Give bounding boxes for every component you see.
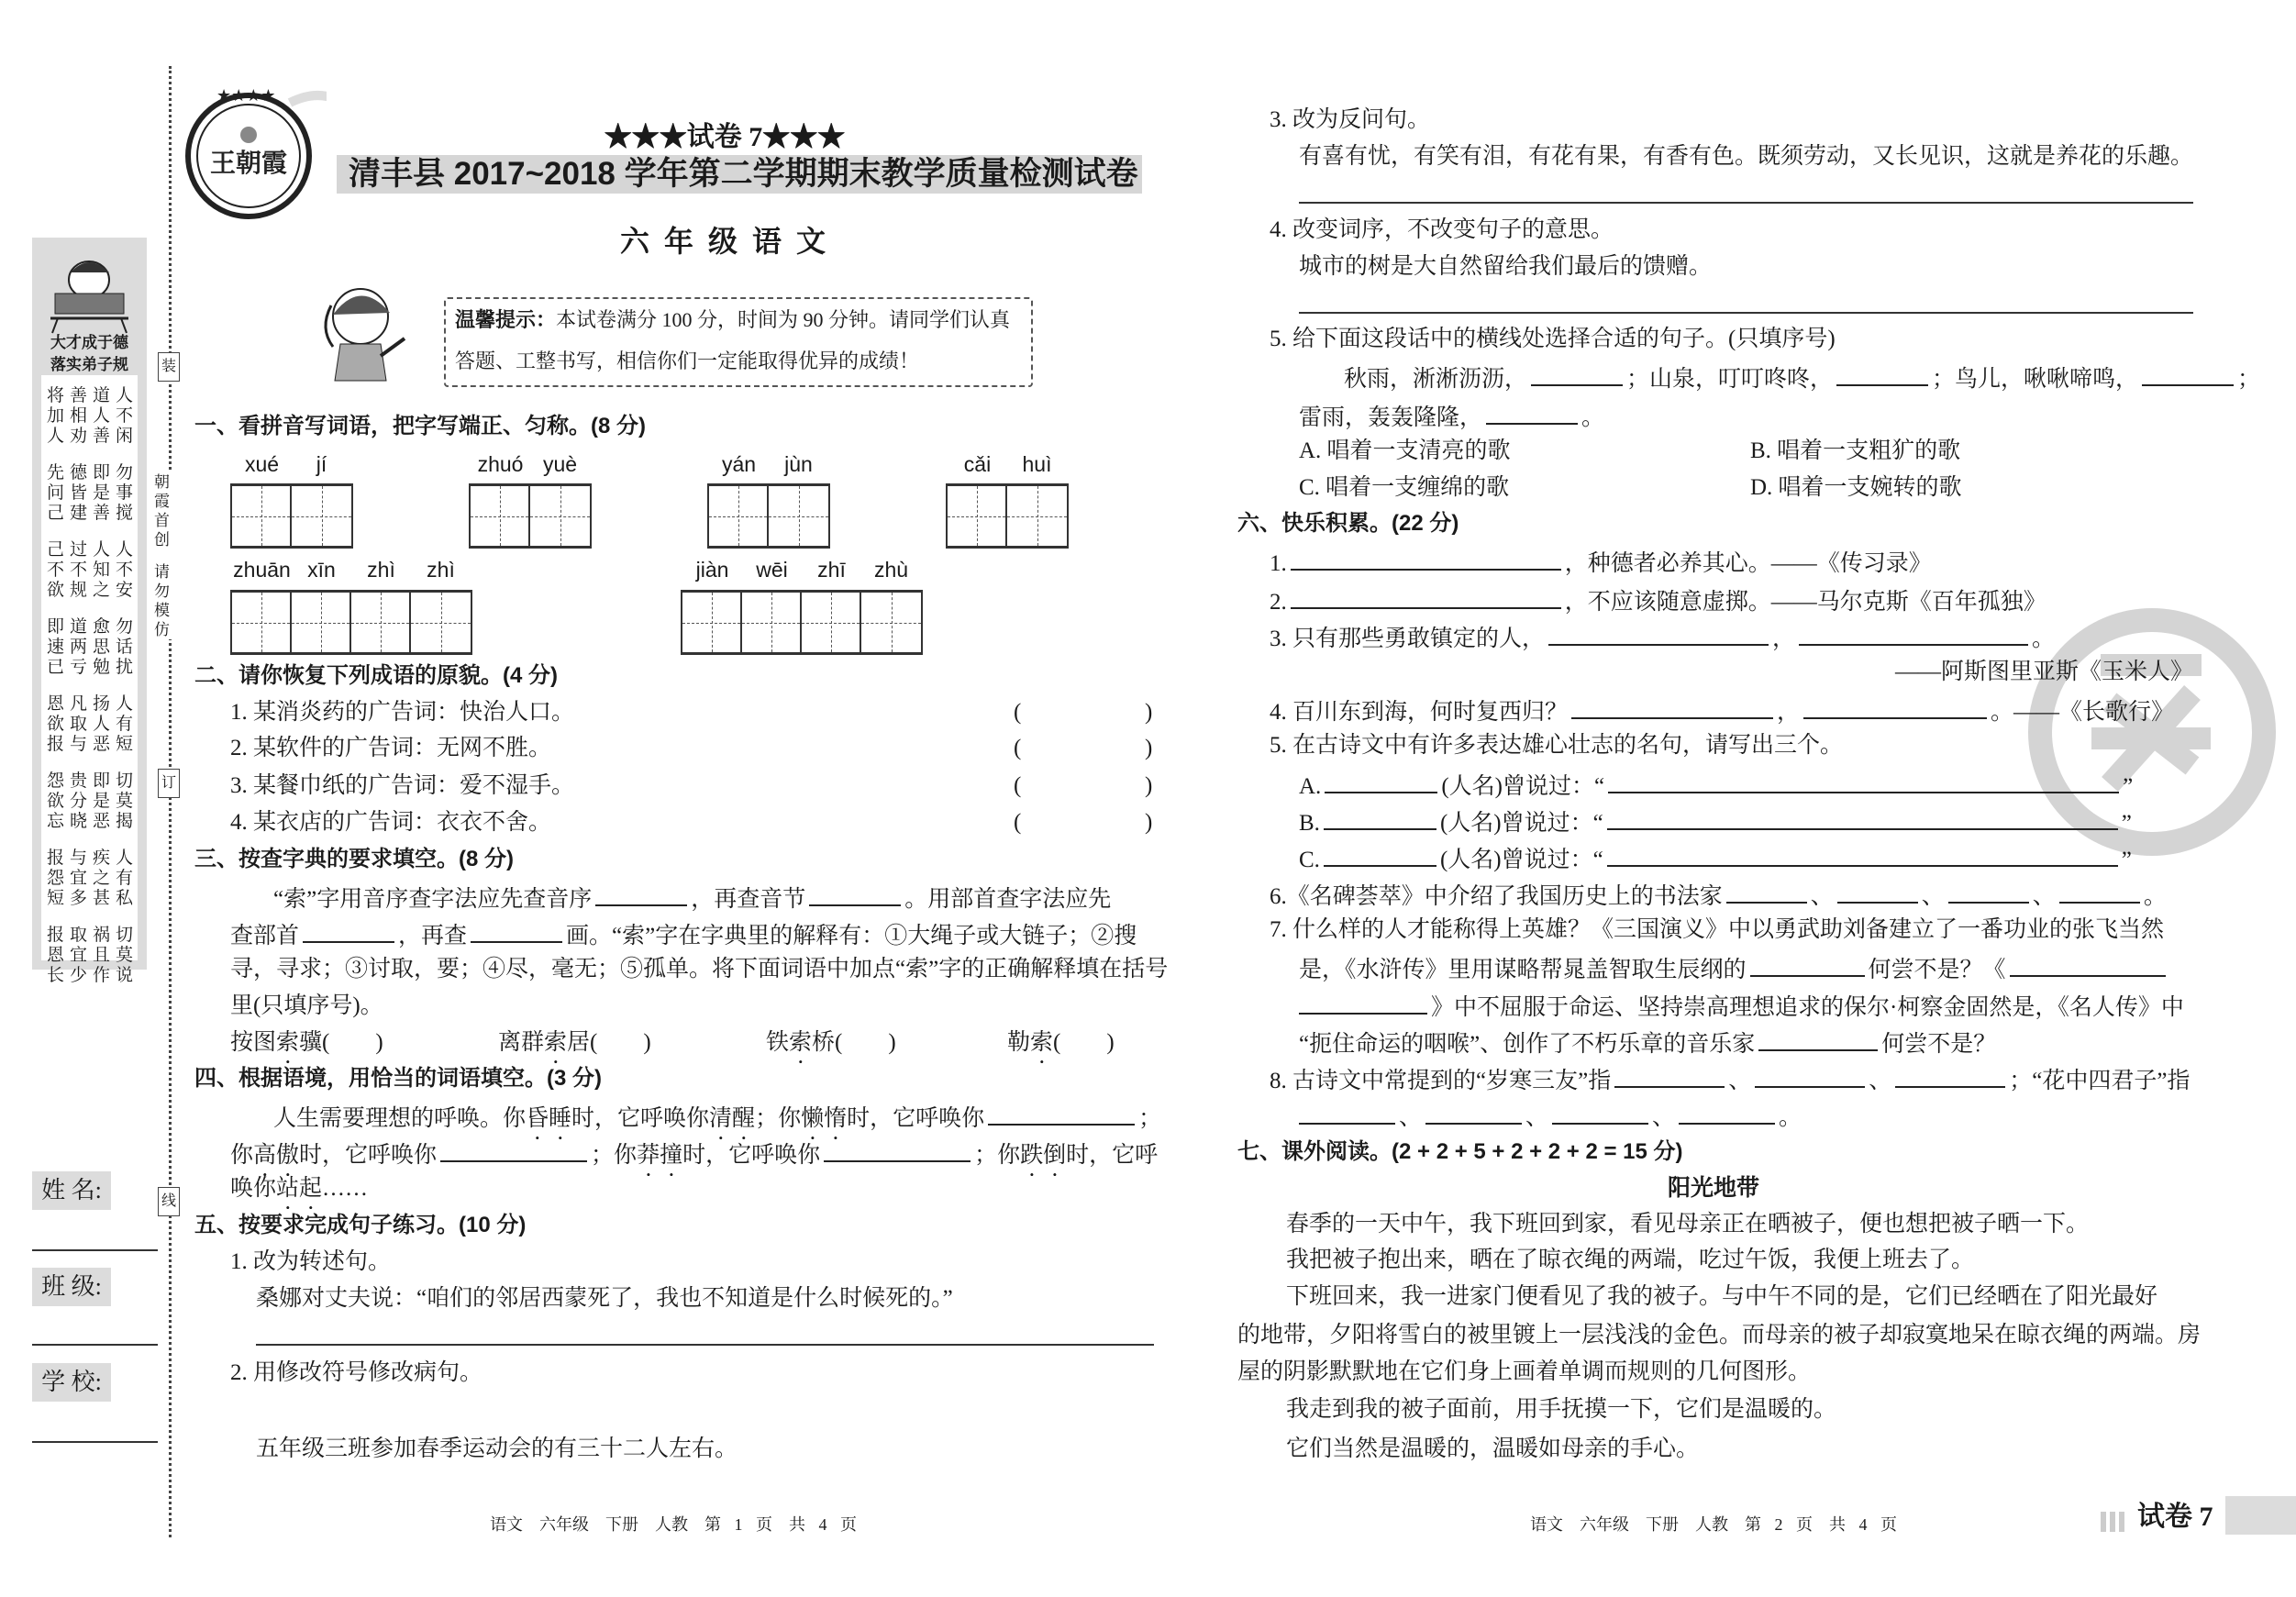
answer-blank[interactable] xyxy=(1291,547,1561,571)
notice-line: 请勿模仿 xyxy=(154,563,170,638)
writing-cell[interactable] xyxy=(709,486,769,546)
pinyin-label: jí xyxy=(316,452,327,476)
poem-row: 长少作说 xyxy=(47,966,139,985)
poem-row: 恩宜且莫 xyxy=(47,946,139,965)
poem-row: 忘晓恶揭 xyxy=(47,812,139,831)
word-part: 居 xyxy=(567,1030,591,1055)
tip-text: 本试卷满分 100 分，时间为 90 分钟。请同学们认真 xyxy=(556,308,1011,331)
person-name-blank[interactable] xyxy=(1324,806,1436,830)
section-6-title: 六、快乐积累。(22 分) xyxy=(1237,511,1459,536)
writing-cell[interactable] xyxy=(742,593,802,652)
paragraph-line: 秋雨，淅淅沥沥， ；山泉，叮叮咚咚， ；鸟儿，啾啾啼鸣， ； xyxy=(1344,362,2260,390)
anti-copy-notice xyxy=(154,472,172,639)
idiom-item: 4. 某衣店的广告词：衣衣不舍。 xyxy=(230,810,552,835)
quote-answer-row xyxy=(1299,843,2132,871)
writing-cell[interactable] xyxy=(861,593,921,652)
pinyin-label: yuè xyxy=(542,452,578,476)
answer-blank[interactable] xyxy=(1758,1027,1878,1051)
word-part: 离群 xyxy=(498,1030,545,1055)
poem-group xyxy=(41,771,138,832)
person-name-blank[interactable] xyxy=(1325,770,1437,793)
question-item: 8. 古诗文中常提到的“岁寒三友”指 、 、 ；“花中四君子”指 xyxy=(1270,1064,2190,1092)
answer-blank[interactable] xyxy=(1552,1101,1648,1125)
answer-paren-open[interactable]: ( xyxy=(1014,700,1022,725)
section-3-title: 三、按查字典的要求填空。(8 分) xyxy=(194,847,514,871)
pinyin-label: jùn xyxy=(784,452,813,476)
answer-blank[interactable] xyxy=(1679,1101,1775,1125)
answer-paren[interactable]: ( ) xyxy=(835,1030,896,1055)
word-part: 索 xyxy=(1030,1030,1054,1055)
pinyin-label: zhù xyxy=(873,558,909,582)
poem-row: 己过人人 xyxy=(47,540,139,560)
passage-line: 的地带，夕阳将雪白的被里镀上一层浅浅的金色。而母亲的被子却寂寞地呆在晾衣绳的两端。房 xyxy=(1237,1323,2202,1347)
answer-paren-close[interactable]: ) xyxy=(1145,773,1153,798)
class-label: 班 级: xyxy=(32,1268,111,1306)
poem-row: 先德即勿 xyxy=(47,463,139,482)
dotted-word-item xyxy=(1007,1029,1115,1057)
passage-line: 它们当然是温暖的，温暖如母亲的手心。 xyxy=(1286,1436,1700,1461)
paragraph-line: “扼住命运的咽喉”、创作了不朽乐章的音乐家 何尝不是？ xyxy=(1299,1027,1996,1055)
pinyin-label: zhuān xyxy=(233,558,291,582)
school-label: 学 校: xyxy=(32,1363,111,1402)
writing-cell[interactable] xyxy=(232,593,292,652)
passage-line: 我把被子抱出来，晒在了晾衣绳的两端，吃过午饭，我便上班去了。 xyxy=(1286,1248,1975,1272)
question-text: 城市的树是大自然留给我们最后的馈赠。 xyxy=(1299,254,1713,279)
passage-title: 阳光地带 xyxy=(1667,1176,1760,1201)
exam-tip-box xyxy=(444,297,1033,387)
answer-blank[interactable] xyxy=(1837,880,1918,904)
answer-blank[interactable] xyxy=(1614,1064,1725,1088)
paragraph-line: 是，《水浒传》里用谋略帮晁盖智取生辰纲的 何尝不是？《 xyxy=(1299,953,2169,981)
question-item: 7. 什么样的人才能称得上英雄？《三国演义》中以勇武助刘备建立了一番功业的张飞当然 xyxy=(1270,917,2165,942)
writing-cell[interactable] xyxy=(471,486,530,546)
pinyin-label: cǎi xyxy=(963,452,992,476)
passage-line: 我走到我的被子面前，用手抚摸一下，它们是温暖的。 xyxy=(1286,1397,1837,1422)
answer-paren-open[interactable]: ( xyxy=(1014,810,1022,835)
writing-grid[interactable] xyxy=(230,590,472,655)
poem-row: 问皆是事 xyxy=(47,483,139,503)
answer-blank[interactable] xyxy=(1425,1101,1522,1125)
cut-mark: 订 xyxy=(158,769,180,798)
word-part: 铁 xyxy=(766,1030,790,1055)
row-text: (人名)曾说过：“ xyxy=(1441,774,1605,799)
poem-row: 速两思话 xyxy=(47,638,139,657)
quote-blank[interactable] xyxy=(1608,770,2119,793)
binding-cut-line xyxy=(169,66,172,1537)
question-prompt: 3. 改为反问句。 xyxy=(1270,107,1431,132)
paragraph-line: 你高傲时，它呼唤你 ；你莽撞时，它呼唤你 ；你跌倒时，它呼 xyxy=(230,1138,1158,1166)
answer-paren-open[interactable]: ( xyxy=(1014,736,1022,760)
option-a: A. 唱着一支清亮的歌 xyxy=(1299,438,1511,463)
question-prompt: 4. 改变词序，不改变句子的意思。 xyxy=(1270,217,1614,242)
answer-blank[interactable] xyxy=(1299,991,1427,1015)
paragraph-line: 唤你站起…… xyxy=(230,1176,369,1201)
corner-decoration xyxy=(2101,1512,2128,1532)
tip-text: 答题、工整书写，相信你们一定能取得优异的成绩！ xyxy=(455,349,920,372)
writing-grid[interactable] xyxy=(230,483,353,549)
question-item: 1. ，种德者必养其心。——《传习录》 xyxy=(1270,547,1932,574)
poem-row: 恩凡扬人 xyxy=(47,694,139,714)
dotted-word-item xyxy=(498,1029,651,1057)
school-input-line[interactable] xyxy=(32,1441,158,1443)
tip-label: 温馨提示： xyxy=(455,308,557,331)
pinyin-label: zhuó xyxy=(477,452,524,476)
answer-blank[interactable] xyxy=(1803,695,1987,719)
word-part: 勒 xyxy=(1007,1030,1031,1055)
answer-paren[interactable]: ( ) xyxy=(1053,1030,1115,1055)
paragraph-line: 寻，寻求；③讨取，要；④尽，毫无；⑤孤单。将下面词语中加点“索”字的正确解释填在括号 xyxy=(230,957,1169,981)
poem-group xyxy=(41,848,138,909)
poem-row: 不不知不 xyxy=(47,560,139,580)
section-2-title: 二、请你恢复下列成语的原貌。(4 分) xyxy=(194,663,558,688)
poem-group xyxy=(41,540,138,601)
page-footer: 语文 六年级 下册 人教 第 1 页 共 4 页 xyxy=(490,1515,857,1534)
question-item: 4. 百川东到海，何时复西归？ ， 。——《长歌行》 xyxy=(1270,695,2174,723)
pinyin-label: zhì xyxy=(427,558,455,582)
poem-row: 欲取人有 xyxy=(47,715,139,734)
paper-number-label: ★★★试卷 7★★★ xyxy=(604,122,846,152)
pinyin-label: jiàn xyxy=(695,558,729,582)
writing-cell[interactable] xyxy=(948,486,1007,546)
pinyin-label: zhī xyxy=(817,558,846,582)
answer-line[interactable] xyxy=(1299,312,2193,314)
writing-cell[interactable] xyxy=(411,593,471,652)
answer-line[interactable] xyxy=(256,1344,1154,1346)
writing-grid[interactable] xyxy=(707,483,830,549)
writing-grid[interactable] xyxy=(469,483,592,549)
answer-blank[interactable] xyxy=(1750,953,1865,977)
paragraph-line: 查部首 ，再查 画。“索”字在字典里的解释有：①大绳子或大链子；②搜 xyxy=(230,919,1137,947)
writing-cell[interactable] xyxy=(802,593,861,652)
poem-row: 欲规之安 xyxy=(47,581,139,600)
answer-blank[interactable] xyxy=(471,919,562,943)
answer-paren-open[interactable]: ( xyxy=(1014,773,1022,798)
passage-line: 屋的阴影默默地在它们身上画着单调而规则的几何图形。 xyxy=(1237,1359,1812,1384)
quote-blank[interactable] xyxy=(1607,806,2118,830)
row-letter: A. xyxy=(1299,774,1322,799)
answer-blank[interactable] xyxy=(1486,401,1578,425)
corner-tab xyxy=(2225,1496,2296,1535)
poem-row: 人劝善闲 xyxy=(47,427,139,446)
writing-cell[interactable] xyxy=(530,486,590,546)
answer-paren[interactable]: ( ) xyxy=(322,1030,383,1055)
poem-row: 己建善搅 xyxy=(47,504,139,523)
paragraph-line: “索”字用音序查字法应先查音序 ，再查音节 。用部首查字法应先 xyxy=(273,882,1111,910)
writing-cell[interactable] xyxy=(1007,486,1067,546)
answer-blank[interactable] xyxy=(1836,362,1928,386)
writing-grid[interactable] xyxy=(946,483,1069,549)
passage-line: 春季的一天中午，我下班回到家，看见母亲正在晒被子，便也想把被子晒一下。 xyxy=(1286,1212,2090,1237)
word-part: 索 xyxy=(789,1030,813,1055)
name-label: 姓 名: xyxy=(32,1171,111,1210)
writing-cell[interactable] xyxy=(769,486,828,546)
notice-spacer xyxy=(154,549,172,562)
poem-group xyxy=(41,926,138,986)
side-motto-panel xyxy=(32,238,147,985)
answer-paren[interactable]: ( ) xyxy=(590,1030,651,1055)
poem-row: 加相人不 xyxy=(47,406,139,426)
cut-mark: 线 xyxy=(158,1187,180,1216)
person-name-blank[interactable] xyxy=(1324,843,1436,867)
idiom-item: 3. 某餐巾纸的广告词：爱不湿手。 xyxy=(230,773,575,798)
idiom-item: 1. 某消炎药的广告词：快治人口。 xyxy=(230,700,575,725)
pinyin-label: xué xyxy=(244,452,280,476)
quote-answer-row xyxy=(1299,806,2132,834)
question-item: 3. 只有那些勇敢镇定的人， ， 。 xyxy=(1270,622,2055,649)
row-text: ” xyxy=(2121,811,2132,836)
tip-line xyxy=(455,306,1010,334)
row-text: (人名)曾说过：“ xyxy=(1439,848,1603,872)
answer-blank[interactable] xyxy=(1548,622,1769,646)
passage-line: 下班回来，我一进家门便看见了我的被子。与中午不同的是，它们已经晒在了阳光最好 xyxy=(1286,1284,2158,1309)
question-prompt: 5. 给下面这段话中的横线处选择合适的句子。(只填序号) xyxy=(1270,327,1836,351)
poem-group xyxy=(41,386,138,447)
question-item: 5. 在古诗文中有许多表达雄心壮志的名句，请写出三个。 xyxy=(1270,733,1844,758)
answer-blank[interactable] xyxy=(1755,1064,1865,1088)
poem-row: 报与疾人 xyxy=(47,848,139,868)
answer-blank[interactable] xyxy=(2010,953,2166,977)
word-part: 按图 xyxy=(230,1030,277,1055)
poem-row: 怨贵即切 xyxy=(47,771,139,791)
poem-row: 已亏勉扰 xyxy=(47,658,139,677)
answer-blank[interactable] xyxy=(988,1102,1135,1126)
publisher-logo xyxy=(180,84,327,231)
section-7-title: 七、课外阅读。(2 + 2 + 5 + 2 + 2 + 2 = 15 分) xyxy=(1237,1139,1683,1164)
quote-source: ——阿斯图里亚斯《玉米人》 xyxy=(1894,660,2193,684)
svg-text:王朝霞: 王朝霞 xyxy=(209,150,288,178)
poem-row: 欲分是莫 xyxy=(47,792,139,811)
row-text: ” xyxy=(2123,774,2134,799)
question-item: 2. ，不应该随意虚掷。——马尔克斯《百年孤独》 xyxy=(1270,585,2046,613)
answer-blank[interactable] xyxy=(824,1138,971,1162)
dotted-word-item xyxy=(230,1029,383,1057)
answer-blank[interactable] xyxy=(809,882,901,906)
answer-paren-close[interactable]: ) xyxy=(1145,700,1153,725)
paragraph-line: 、 、 、 。 xyxy=(1299,1101,1802,1128)
paragraph-line: 》中不屈服于命运、坚持崇高理想追求的保尔·柯察金固然是，《名人传》中 xyxy=(1299,991,2184,1018)
poem-row: 怨宜之有 xyxy=(47,869,139,888)
dizigui-poem xyxy=(41,375,139,985)
answer-blank[interactable] xyxy=(1299,1101,1395,1125)
dotted-word-item xyxy=(766,1029,896,1057)
answer-paren-close[interactable]: ) xyxy=(1145,736,1153,760)
section-4-title: 四、根据语境，用恰当的词语填空。(3 分) xyxy=(194,1066,602,1091)
answer-blank[interactable] xyxy=(2059,880,2140,904)
pinyin-label: zhì xyxy=(367,558,395,582)
word-part: 骥 xyxy=(299,1030,323,1055)
answer-blank[interactable] xyxy=(595,882,687,906)
writing-cell[interactable] xyxy=(232,486,292,546)
poem-row: 即道愈勿 xyxy=(47,617,139,637)
poem-row: 将善道人 xyxy=(47,386,139,405)
writing-cell[interactable] xyxy=(682,593,742,652)
exam-title: 清丰县 2017~2018 学年第二学期期末教学质量检测试卷 xyxy=(349,156,1138,192)
word-part: 索 xyxy=(276,1030,300,1055)
answer-blank[interactable] xyxy=(1291,585,1561,609)
question-text: 有喜有忧，有笑有泪，有花有果，有香有色。既须劳动，又长见识，这就是养花的乐趣。 xyxy=(1299,144,2194,169)
answer-blank[interactable] xyxy=(1799,622,2028,646)
writing-cell[interactable] xyxy=(351,593,411,652)
row-letter: C. xyxy=(1299,848,1320,872)
answer-line[interactable] xyxy=(1299,202,2193,204)
paragraph-line: 雷雨，轰轰隆隆， 。 xyxy=(1299,401,1604,428)
answer-blank[interactable] xyxy=(303,919,394,943)
paragraph-line: 人生需要理想的呼唤。你昏睡时，它呼唤你清醒；你懒惰时，它呼唤你 ； xyxy=(273,1102,1161,1129)
quote-blank[interactable] xyxy=(1607,843,2118,867)
option-b: B. 唱着一支粗犷的歌 xyxy=(1750,438,1961,463)
writing-grid[interactable] xyxy=(681,590,923,655)
poem-row: 报取祸切 xyxy=(47,926,139,945)
answer-blank[interactable] xyxy=(2142,362,2234,386)
answer-paren-close[interactable]: ) xyxy=(1145,810,1153,835)
paragraph-line: 里(只填序号)。 xyxy=(230,993,383,1018)
word-part: 索 xyxy=(544,1030,568,1055)
poem-row: 短多甚私 xyxy=(47,889,139,908)
poem-group xyxy=(41,694,138,755)
pinyin-label: huì xyxy=(1022,452,1052,476)
paper-number-corner: 试卷 7 xyxy=(2137,1502,2213,1532)
question-text: 桑娜对丈夫说：“咱们的邻居西蒙死了，我也不知道是什么时候死的。” xyxy=(256,1286,953,1311)
quote-answer-row xyxy=(1299,770,2133,797)
answer-blank[interactable] xyxy=(1948,880,2029,904)
question-item: 6.《名碑荟萃》中介绍了我国历史上的书法家 、 、 、 。 xyxy=(1270,880,2167,907)
section-5-title: 五、按要求完成句子练习。(10 分) xyxy=(194,1213,527,1237)
student-reading-illustration xyxy=(32,243,147,335)
motto-line: 落实弟子规 xyxy=(50,356,128,373)
answer-blank[interactable] xyxy=(1895,1064,2005,1088)
writing-cell[interactable] xyxy=(292,486,351,546)
idiom-item: 2. 某软件的广告词：无网不胜。 xyxy=(230,736,552,760)
subject-title: 六 年 级 语 文 xyxy=(619,225,830,258)
question-prompt: 1. 改为转述句。 xyxy=(230,1249,392,1274)
writing-cell[interactable] xyxy=(292,593,351,652)
answer-blank[interactable] xyxy=(1571,695,1773,719)
pinyin-label: wēi xyxy=(756,558,788,582)
motto-line: 大才成于德 xyxy=(50,334,128,351)
pinyin-label: yán xyxy=(721,452,757,476)
class-input-line[interactable] xyxy=(32,1344,158,1346)
answer-blank[interactable] xyxy=(1726,880,1807,904)
poem-row: 报与恶短 xyxy=(47,735,139,754)
row-letter: B. xyxy=(1299,811,1320,836)
answer-blank[interactable] xyxy=(440,1138,587,1162)
girl-pointing-illustration xyxy=(315,278,416,383)
row-text: (人名)曾说过：“ xyxy=(1439,811,1603,836)
row-text: ” xyxy=(2121,848,2132,872)
answer-blank[interactable] xyxy=(1531,362,1623,386)
name-input-line[interactable] xyxy=(32,1249,158,1251)
option-d: D. 唱着一支婉转的歌 xyxy=(1750,475,1962,500)
question-prompt: 2. 用修改符号修改病句。 xyxy=(230,1360,483,1385)
svg-text:★★★★: ★★★★ xyxy=(216,86,276,105)
cut-mark: 装 xyxy=(158,352,180,382)
poem-group xyxy=(41,617,138,678)
notice-line: 朝霞首创 xyxy=(154,473,170,549)
page-footer: 语文 六年级 下册 人教 第 2 页 共 4 页 xyxy=(1530,1515,1897,1534)
word-part: 桥 xyxy=(812,1030,836,1055)
option-c: C. 唱着一支缠绵的歌 xyxy=(1299,475,1510,500)
pinyin-label: xīn xyxy=(307,558,336,582)
poem-group xyxy=(41,463,138,524)
question-text: 五年级三班参加春季运动会的有三十二人左右。 xyxy=(256,1436,738,1461)
section-1-title: 一、看拼音写词语，把字写端正、匀称。(8 分) xyxy=(194,414,646,438)
